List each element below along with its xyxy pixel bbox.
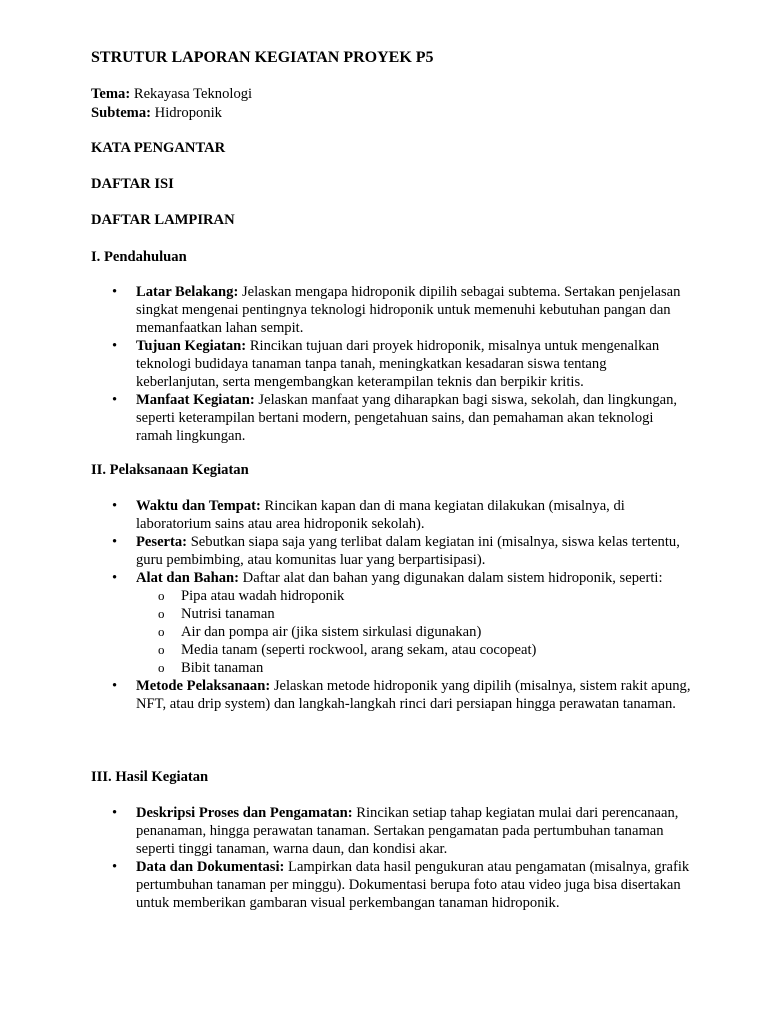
subtema-line: [91, 104, 252, 123]
item-text: Sebutkan siapa saja yang terlibat dalam kegiatan ini (misalnya, siswa kelas tertentu, guru pembimbing, atau komunitas luar yang berpartisipasi).: [136, 534, 680, 568]
sub-list-item: o Bibit tanaman: [136, 659, 691, 677]
item-label: Tujuan Kegiatan:: [136, 338, 247, 354]
list-item: [91, 337, 691, 391]
item-label: Metode Pelaksanaan:: [136, 678, 271, 694]
heading-daftar-lampiran: DAFTAR LAMPIRAN: [91, 212, 235, 228]
section-heading-pelaksanaan: II. Pelaksanaan Kegiatan: [91, 462, 249, 478]
section-heading-pendahuluan: I. Pendahuluan: [91, 249, 187, 265]
item-text: Daftar alat dan bahan yang digunakan dalam sistem hidroponik, seperti:: [239, 570, 663, 586]
tema-label: Tema:: [91, 86, 131, 102]
item-label: Latar Belakang:: [136, 284, 239, 300]
item-text: Jelaskan manfaat yang diharapkan bagi siswa, sekolah, dan lingkungan, seperti keterampilan bertani modern, pengetahuan sains, dan pemahaman akan teknologi ramah lingkungan.: [136, 392, 678, 444]
sub-list-item: o Media tanam (seperti rockwool, arang sekam, atau cocopeat): [136, 641, 691, 659]
section-heading-hasil: III. Hasil Kegiatan: [91, 769, 209, 785]
item-text: Jelaskan metode hidroponik yang dipilih (misalnya, sistem rakit apung, NFT, atau drip system) dan langkah-langkah rinci dari persiapan hingga perawatan tanaman.: [136, 678, 691, 712]
sub-list-item: o Air dan pompa air (jika sistem sirkulasi digunakan): [136, 623, 691, 641]
heading-daftar-isi: DAFTAR ISI: [91, 176, 174, 192]
list-item: [91, 497, 691, 533]
subtema-label: Subtema:: [91, 104, 151, 121]
heading-kata-pengantar: KATA PENGANTAR: [91, 140, 226, 156]
list-item: [91, 533, 691, 569]
item-label: Alat dan Bahan:: [136, 570, 239, 586]
list-item: [91, 569, 691, 677]
item-label: Waktu dan Tempat:: [136, 498, 261, 514]
subtema-value: Hidroponik: [151, 104, 222, 121]
pendahuluan-list: [91, 283, 691, 445]
item-label: Peserta:: [136, 534, 188, 550]
item-text: Rincikan tujuan dari proyek hidroponik, misalnya untuk mengenalkan teknologi budidaya tanaman tanpa tanah, meningkatkan kesadaran siswa tentang keberlanjutan, serta mengembangkan keterampilan teknis dan berpikir kritis.: [136, 338, 660, 390]
sub-list-item: o Nutrisi tanaman: [136, 605, 691, 623]
materials-sublist: [136, 587, 691, 677]
tema-value: Rekayasa Teknologi: [130, 86, 253, 102]
document-title: STRUTUR LAPORAN KEGIATAN PROYEK P5: [91, 49, 434, 66]
tema-line: [91, 85, 252, 104]
pelaksanaan-list: [91, 497, 691, 713]
item-text: Rincikan setiap tahap kegiatan mulai dari perencanaan, penanaman, hingga perawatan tanaman. Sertakan pengamatan pada pertumbuhan tanaman seperti tinggi tanaman, warna daun, dan kondisi akar.: [136, 805, 679, 857]
item-label: Data dan Dokumentasi:: [136, 859, 285, 875]
item-text: Jelaskan mengapa hidroponik dipilih sebagai subtema. Sertakan penjelasan singkat mengenai pentingnya teknologi hidroponik untuk memenuhi kebutuhan pangan dan memanfaatkan lahan sempit.: [136, 284, 681, 336]
item-text: Lampirkan data hasil pengukuran atau pengamatan (misalnya, grafik pertumbuhan tanaman per minggu). Dokumentasi berupa foto atau video juga bisa disertakan untuk memberikan gambaran visual perkembangan tanaman hidroponik.: [136, 859, 690, 911]
list-item: [91, 804, 691, 858]
item-label: Manfaat Kegiatan:: [136, 392, 255, 408]
hasil-list: [91, 804, 691, 912]
list-item: [91, 677, 691, 713]
item-label: Deskripsi Proses dan Pengamatan:: [136, 805, 353, 821]
sub-list-item: o Pipa atau wadah hidroponik: [136, 587, 691, 605]
item-text: Rincikan kapan dan di mana kegiatan dilakukan (misalnya, di laboratorium sains atau area hidroponik sekolah).: [136, 498, 625, 532]
theme-block: [91, 85, 252, 122]
list-item: [91, 283, 691, 337]
list-item: [91, 391, 691, 445]
list-item: [91, 858, 691, 912]
